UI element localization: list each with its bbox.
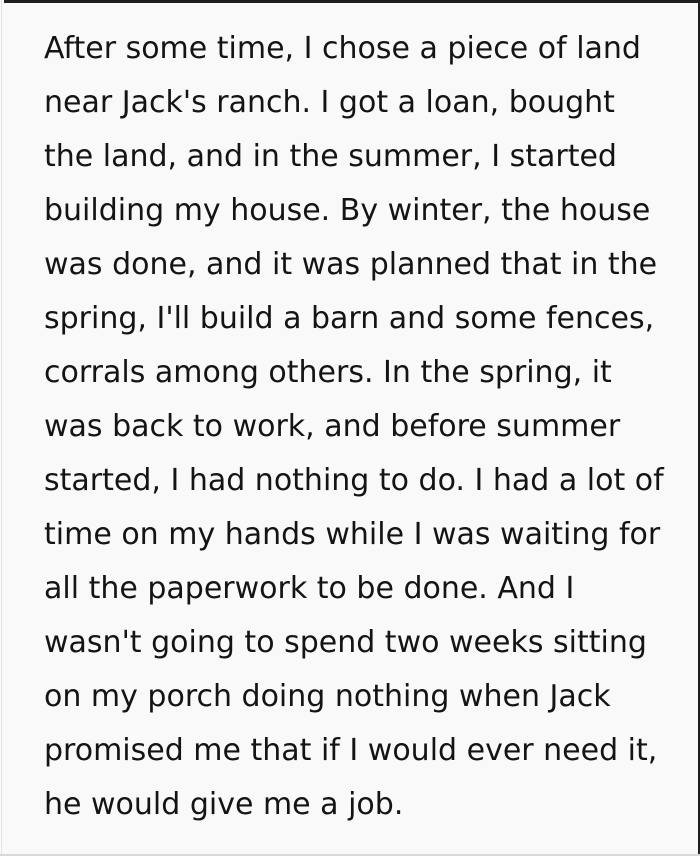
left-border-line [1,0,2,856]
text-line: all the paperwork to be done. And I [44,571,575,606]
text-line: the land, and in the summer, I started [44,139,617,174]
text-line: near Jack's ranch. I got a loan, bought [44,85,615,120]
text-line: on my porch doing nothing when Jack [44,679,611,714]
text-line: promised me that if I would ever need it, [44,733,658,768]
text-line: he would give me a job. [44,787,404,822]
text-line: started, I had nothing to do. I had a lot of [44,463,664,498]
story-paragraph [44,22,700,832]
text-line: spring, I'll build a barn and some fences, [44,301,655,336]
text-line: After some time, I chose a piece of land [44,31,641,66]
top-border-line [4,0,700,3]
text-line: time on my hands while I was waiting for [44,517,661,552]
text-line: building my house. By winter, the house [44,193,651,228]
text-line: wasn't going to spend two weeks sitting [44,625,647,660]
text-line: was done, and it was planned that in the [44,247,658,282]
text-line: was back to work, and before summer [44,409,621,444]
text-line: corrals among others. In the spring, it [44,355,612,390]
